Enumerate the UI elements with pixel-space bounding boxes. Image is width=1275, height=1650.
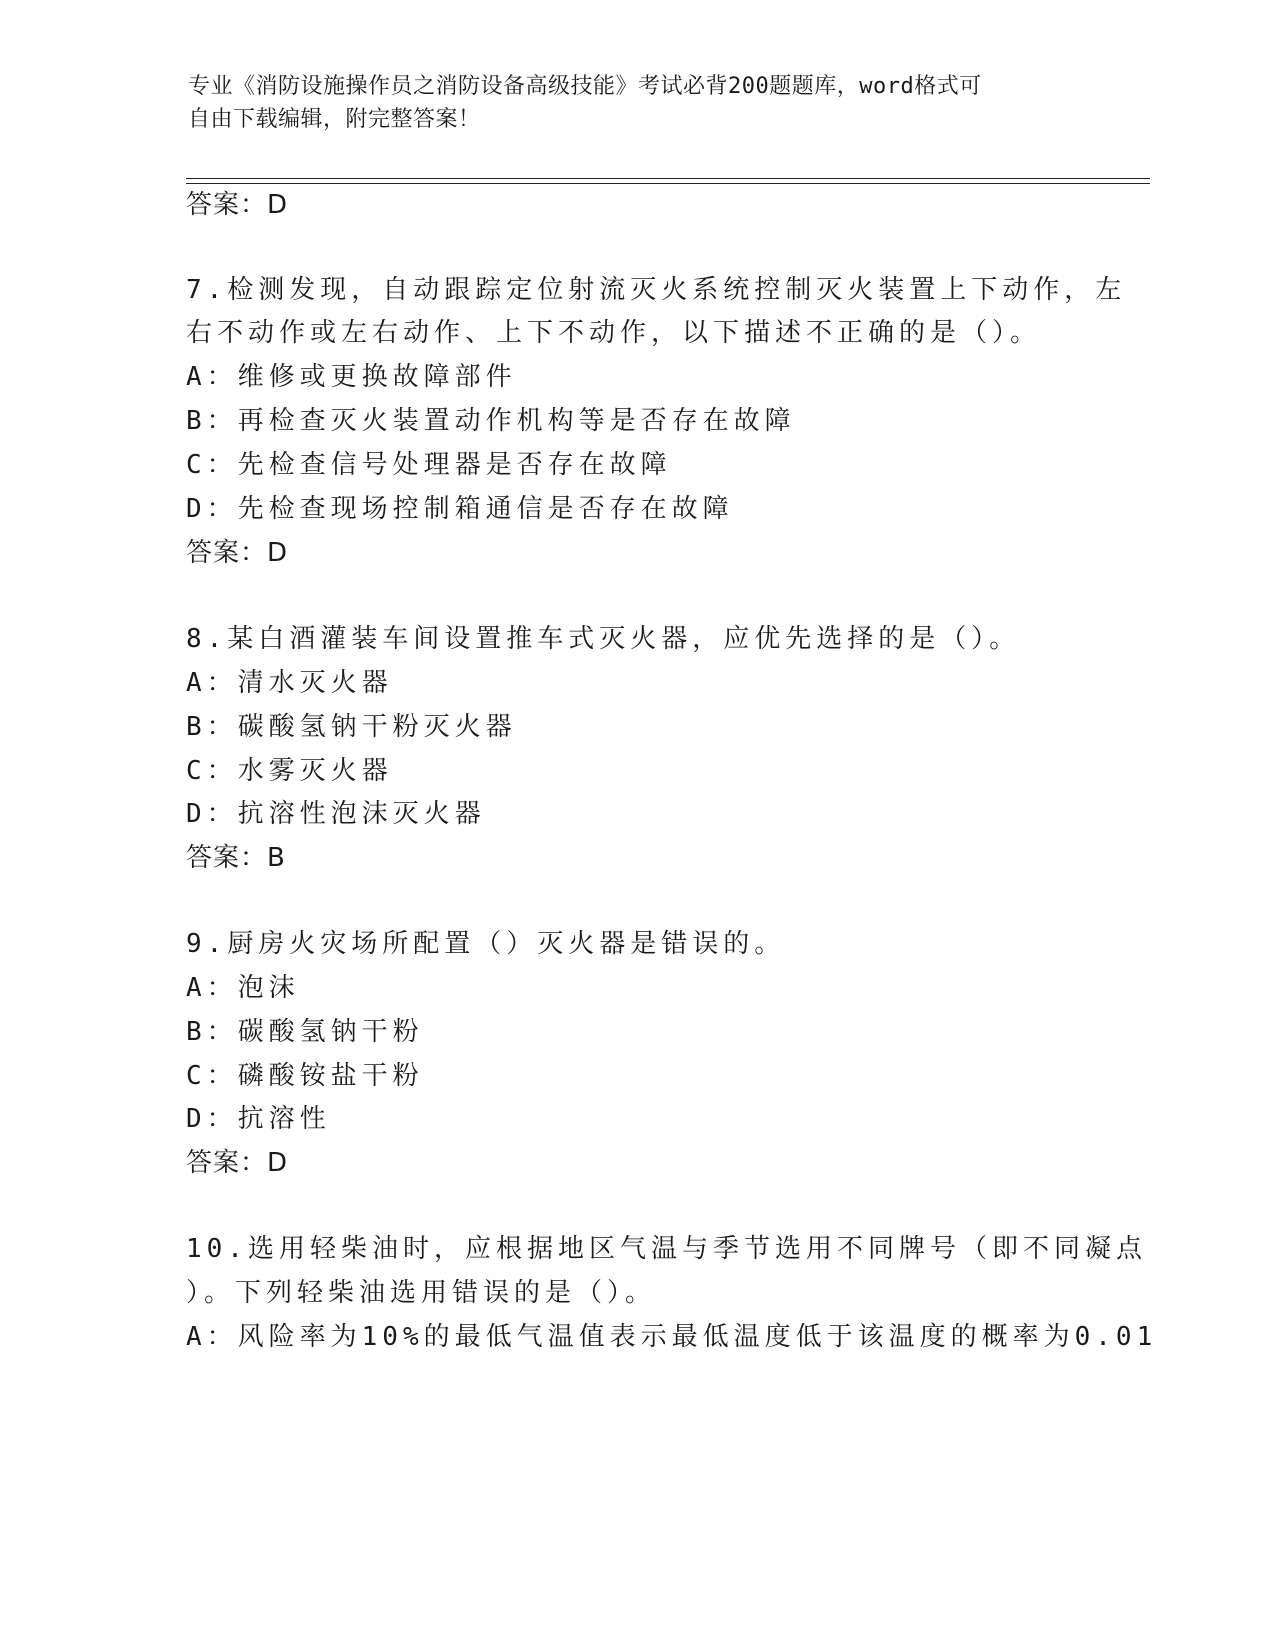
answer-previous: 答案：D (186, 190, 289, 220)
question-7-option-b: B：再检查灭火装置动作机构等是否存在故障 (186, 406, 796, 436)
question-8-option-d: D：抗溶性泡沫灭火器 (186, 799, 486, 829)
question-10-stem-line-1: 10.选用轻柴油时，应根据地区气温与季节选用不同牌号（即不同凝点 (186, 1234, 1147, 1264)
question-8-option-b: B：碳酸氢钠干粉灭火器 (186, 712, 517, 742)
question-8-answer: 答案：B (186, 843, 286, 873)
question-7-option-c: C：先检查信号处理器是否存在故障 (186, 450, 672, 480)
question-7-stem-line-2: 右不动作或左右动作、上下不动作，以下描述不正确的是（）。 (186, 318, 1042, 348)
question-9-option-b: B：碳酸氢钠干粉 (186, 1017, 424, 1047)
question-7-option-a: A：维修或更换故障部件 (186, 362, 517, 392)
question-9-answer: 答案：D (186, 1148, 289, 1178)
document-header (188, 70, 1088, 136)
question-8-option-c: C：水雾灭火器 (186, 756, 393, 786)
question-9-option-d: D：抗溶性 (186, 1104, 331, 1134)
header-line-1: 专业《消防设施操作员之消防设备高级技能》考试必背200题题库，word格式可 (188, 74, 982, 99)
question-8-stem-line-1: 8.某白酒灌装车间设置推车式灭火器，应优先选择的是（）。 (186, 624, 1021, 654)
question-7-stem-line-1: 7.检测发现，自动跟踪定位射流灭火系统控制灭火装置上下动作，左 (186, 275, 1127, 305)
question-7-option-d: D：先检查现场控制箱通信是否存在故障 (186, 494, 734, 524)
question-7-answer: 答案：D (186, 538, 289, 568)
question-9-stem-line-1: 9.厨房火灾场所配置（）灭火器是错误的。 (186, 929, 786, 959)
question-8-option-a: A：清水灭火器 (186, 668, 393, 698)
question-9-option-c: C：磷酸铵盐干粉 (186, 1061, 424, 1091)
question-10-option-a: A：风险率为10%的最低气温值表示最低温度低于该温度的概率为0.01 (186, 1322, 1158, 1352)
question-9-option-a: A：泡沫 (186, 973, 300, 1003)
header-line-2: 自由下载编辑，附完整答案！ (188, 107, 481, 132)
header-divider-bottom (186, 183, 1150, 184)
header-divider-top (186, 178, 1150, 179)
question-10-stem-line-2: ）。下列轻柴油选用错误的是（）。 (186, 1278, 657, 1308)
